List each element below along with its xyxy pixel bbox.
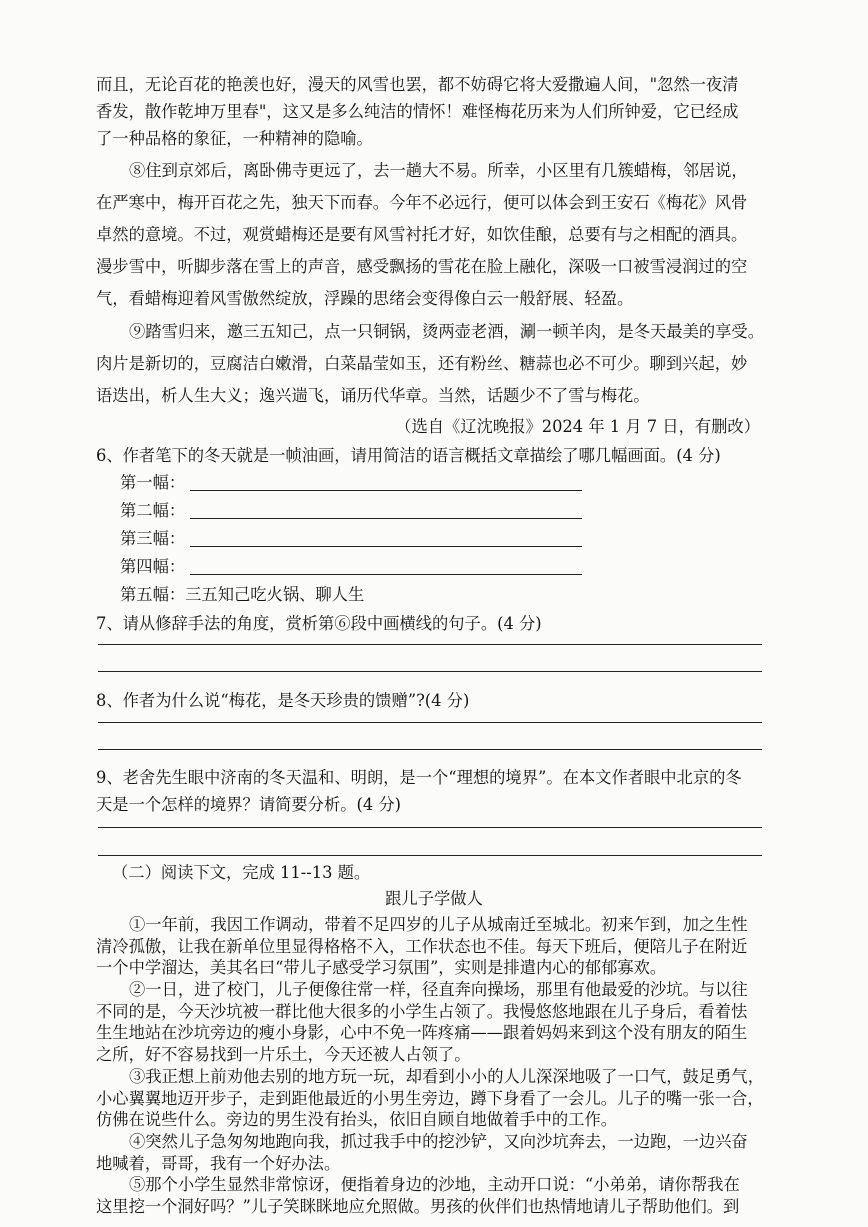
passage-line: 仿佛在说些什么。旁边的男生没有抬头，依旧自顾自地做着手中的工作。 bbox=[96, 1110, 618, 1129]
passage-line: 卓然的意境。不过，观赏蜡梅还是要有风雪衬托才好，如饮佳酿，总要有与之相配的酒具。 bbox=[96, 225, 748, 244]
section-heading: （二）阅读下文，完成 11--13 题。 bbox=[112, 863, 371, 882]
passage-line: 而且，无论百花的艳羡也好，漫天的风雪也罢，都不妨碍它将大爱撒遍人间，"忽然一夜清 bbox=[96, 75, 739, 94]
question-8: 8、作者为什么说“梅花，是冬天珍贵的馈赠”?(4 分) bbox=[96, 691, 470, 710]
question-9: 9、老舍先生眼中济南的冬天温和、明朗，是一个“理想的境界”。在本文作者眼中北京的冬 bbox=[96, 768, 742, 787]
q6-label-1: 第一幅： bbox=[120, 473, 186, 492]
passage-line: 香发，散作乾坤万里春"，这又是多么纯洁的情怀！难怪梅花历来为人们所钟爱，它已经成 bbox=[96, 102, 739, 121]
answer-line[interactable] bbox=[98, 671, 762, 672]
q6-label-5: 第五幅：三五知己吃火锅、聊人生 bbox=[120, 585, 365, 604]
passage-line: 生生地站在沙坑旁边的瘦小身影，心中不免一阵疼痛——跟着妈妈来到这个没有朋友的陌生 bbox=[96, 1023, 748, 1042]
passage-line: 地喊着，哥哥，我有一个好办法。 bbox=[96, 1154, 341, 1173]
answer-line[interactable] bbox=[98, 827, 762, 828]
answer-line[interactable] bbox=[190, 546, 582, 547]
passage-line: 语迭出，析人生大义；逸兴遄飞，诵历代华章。当然，话题少不了雪与梅花。 bbox=[96, 386, 650, 405]
answer-line[interactable] bbox=[190, 574, 582, 575]
passage-line: 一个中学溜达，美其名曰“带儿子感受学习氛围”，实则是排遣内心的郁郁寡欢。 bbox=[96, 958, 667, 977]
passage-line: 了一种品格的象征，一种精神的隐喻。 bbox=[96, 129, 373, 148]
passage-line: 不同的是，今天沙坑被一群比他大很多的小学生占领了。我慢悠悠地跟在儿子身后，看着怯 bbox=[96, 1002, 748, 1021]
passage-line: ⑨踏雪归来，邀三五知己，点一只铜锅，烫两壶老酒，涮一顿羊肉，是冬天最美的享受。 bbox=[129, 322, 764, 341]
answer-line[interactable] bbox=[98, 722, 762, 723]
passage-line: ②一日，进了校门，儿子便像往常一样，径直奔向操场，那里有他最爱的沙坑。与以往 bbox=[129, 980, 748, 999]
article-title: 跟儿子学做人 bbox=[385, 889, 483, 908]
passage-line: ⑧住到京郊后，离卧佛寺更远了，去一趟大不易。所幸，小区里有几簇蜡梅，邻居说， bbox=[129, 161, 748, 180]
passage-line: 肉片是新切的，豆腐洁白嫩滑，白菜晶莹如玉，还有粉丝、糖蒜也必不可少。聊到兴起，妙 bbox=[96, 354, 748, 373]
passage-line: 漫步雪中，听脚步落在雪上的声音，感受飘扬的雪花在脸上融化，深吸一口被雪浸润过的空 bbox=[96, 257, 748, 276]
passage-line: 小心翼翼地迈开步子，走到距他最近的小男生旁边，蹲下身看了一会儿。儿子的嘴一张一合， bbox=[96, 1089, 764, 1108]
source-citation: （选自《辽沈晚报》2024 年 1 月 7 日，有删改） bbox=[395, 417, 760, 436]
passage-line: ③我正想上前劝他去别的地方玩一玩，却看到小小的人儿深深地吸了一口气，鼓足勇气， bbox=[129, 1067, 764, 1086]
passage-line: 之所，好不容易找到一片乐土，今天还被人占领了。 bbox=[96, 1045, 471, 1064]
question-7: 7、请从修辞手法的角度，赏析第⑥段中画横线的句子。(4 分) bbox=[96, 614, 542, 633]
question-9: 天是一个怎样的境界？请简要分析。(4 分) bbox=[96, 795, 402, 814]
passage-line: ①一年前，我因工作调动，带着不足四岁的儿子从城南迁至城北。初来乍到，加之生性 bbox=[129, 915, 748, 934]
answer-line[interactable] bbox=[98, 855, 762, 856]
answer-line[interactable] bbox=[98, 644, 762, 645]
q6-label-4: 第四幅： bbox=[120, 557, 186, 576]
question-6: 6、作者笔下的冬天就是一帧油画，请用简洁的语言概括文章描绘了哪几幅画面。(4 分) bbox=[96, 446, 721, 465]
q6-label-3: 第三幅： bbox=[120, 529, 186, 548]
passage-line: ④突然儿子急匆匆地跑向我，抓过我手中的挖沙铲，又向沙坑奔去，一边跑，一边兴奋 bbox=[129, 1132, 748, 1151]
q6-label-2: 第二幅： bbox=[120, 501, 186, 520]
passage-line: 气，看蜡梅迎着风雪傲然绽放，浮躁的思绪会变得像白云一般舒展、轻盈。 bbox=[96, 289, 634, 308]
passage-line: 清冷孤傲，让我在新单位里显得格格不入，工作状态也不佳。每天下班后，便陪儿子在附近 bbox=[96, 937, 748, 956]
passage-line: ⑤那个小学生显然非常惊讶，便指着身边的沙地，主动开口说：“小弟弟，请你帮我在 bbox=[129, 1175, 740, 1194]
answer-line[interactable] bbox=[190, 490, 582, 491]
answer-line[interactable] bbox=[190, 518, 582, 519]
passage-line: 这里挖一个洞好吗？”儿子笑眯眯地应允照做。男孩的伙伴们也热情地请儿子帮助他们。到 bbox=[96, 1197, 740, 1216]
passage-line: 在严寒中，梅开百花之先，独天下而春。今年不必远行，便可以体会到王安石《梅花》风骨 bbox=[96, 193, 748, 212]
answer-line[interactable] bbox=[98, 749, 762, 750]
